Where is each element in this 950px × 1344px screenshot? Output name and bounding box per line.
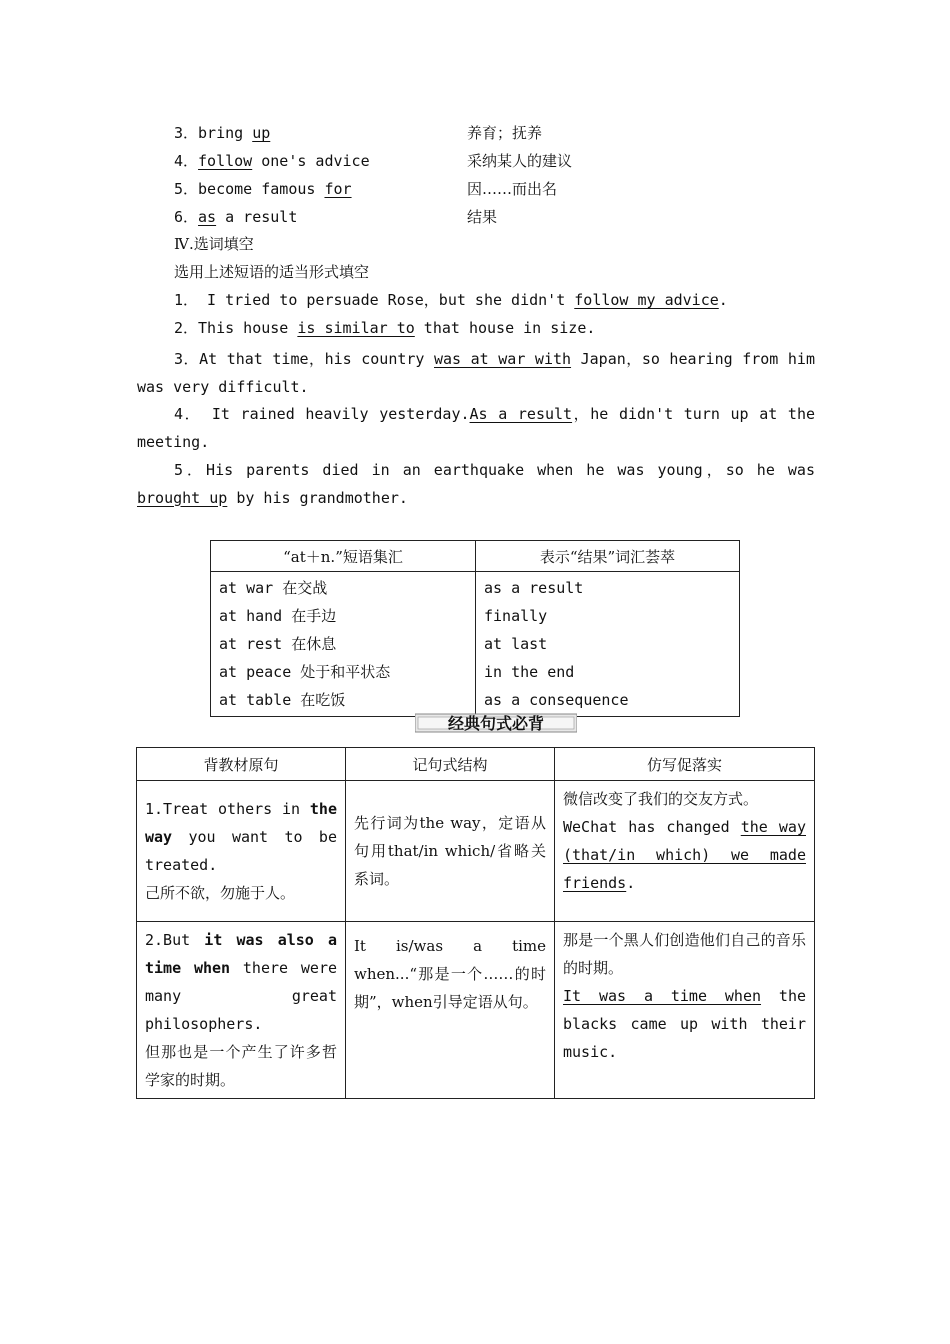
list-item: as a consequence	[484, 691, 629, 709]
table-header: 表示“结果”词汇荟萃	[476, 541, 740, 572]
list-item: as a result	[484, 579, 584, 597]
original-translation: 但那也是一个产生了许多哲学家的时期。	[145, 1043, 337, 1089]
exercise-item: 4． It rained heavily yesterday.As a result，he didn't turn up at the meeting.	[137, 405, 816, 451]
list-item: at last	[484, 635, 548, 653]
phrase-item: 5．become famous for	[174, 180, 352, 198]
table-header: 背教材原句	[137, 748, 346, 781]
imitation-cell	[555, 781, 815, 922]
banner-title: 经典句式必背	[447, 714, 545, 733]
structure-cell: 先行词为the way，定语从句用that/in which/省略关系词。	[346, 781, 555, 922]
list-item: at table 在吃饭	[219, 691, 346, 709]
original-sentence: 1.Treat others in the way you want to be treated.	[145, 800, 337, 874]
exercise-item: 1． I tried to persuade Rose，but she didn't follow my advice.	[174, 291, 728, 309]
imitation-prompt: 微信改变了我们的交友方式。	[563, 790, 759, 808]
table-header: “at＋n.”短语集汇	[211, 541, 476, 572]
phrase-item: 6．as a result	[174, 208, 298, 226]
imitation-answer: It was a time when the blacks came up with their music.	[563, 987, 807, 1061]
original-sentence-cell	[137, 922, 346, 1099]
instruction: 选用上述短语的适当形式填空	[174, 263, 370, 281]
list-item: in the end	[484, 663, 575, 681]
phrase-meaning: 因……而出名	[467, 180, 558, 198]
imitation-prompt: 那是一个黑人们创造他们自己的音乐的时期。	[563, 931, 806, 977]
result-word-list	[476, 572, 740, 717]
list-item: finally	[484, 607, 548, 625]
list-item: at rest 在休息	[219, 635, 337, 653]
list-item: at peace 处于和平状态	[219, 663, 391, 681]
original-sentence: 2.But it was also a time when there were many great philosophers.	[145, 931, 338, 1033]
at-phrase-list	[211, 572, 476, 717]
phrase-item: 4．follow one's advice	[174, 152, 370, 170]
section-heading: Ⅳ.选词填空	[174, 235, 254, 253]
table-header: 仿写促落实	[555, 748, 815, 781]
imitation-answer: WeChat has changed the way (that/in which) we made friends.	[563, 818, 806, 892]
phrase-item: 3．bring up	[174, 124, 271, 142]
phrase-meaning: 结果	[467, 208, 498, 226]
structure-cell: It is/was a time when...“那是一个……的时期”，when引导定语从句。	[346, 922, 555, 1099]
original-sentence-cell	[137, 781, 346, 922]
section-banner	[415, 712, 577, 734]
exercise-item: 3．At that time，his country was at war with Japan，so hearing from him was very difficult.	[137, 350, 815, 396]
exercise-item: 5．His parents died in an earthquake when he was young，so he was brought up by his grandmother.	[137, 461, 815, 507]
table-header: 记句式结构	[346, 748, 555, 781]
original-translation: 己所不欲，勿施于人。	[145, 884, 296, 902]
exercise-item: 2．This house is similar to that house in size.	[174, 319, 596, 337]
imitation-cell	[555, 922, 815, 1099]
sentence-pattern-table	[136, 747, 815, 1099]
list-item: at hand 在手边	[219, 607, 337, 625]
banner-decoration	[415, 712, 577, 734]
list-item: at war 在交战	[219, 579, 328, 597]
phrase-meaning: 养育；抚养	[467, 124, 543, 142]
phrase-summary-table	[210, 540, 740, 717]
phrase-meaning: 采纳某人的建议	[467, 152, 573, 170]
